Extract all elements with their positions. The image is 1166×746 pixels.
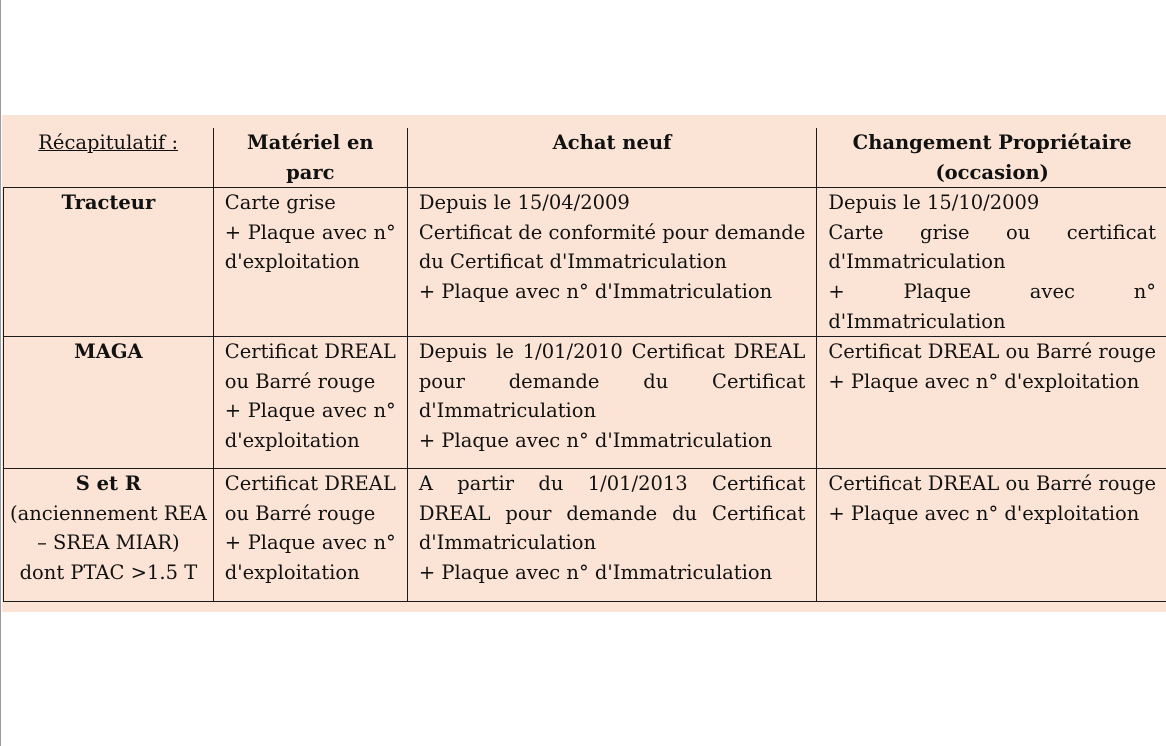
cell-line-justified	[419, 367, 806, 397]
cell-line: Depuis le 15/04/2009	[418, 191, 630, 215]
word: Depuis	[418, 340, 488, 364]
materiel-cell	[213, 469, 407, 602]
header-changement-label: Changement Propriétaire	[852, 131, 1132, 154]
word: avec	[1029, 279, 1075, 303]
word: partir	[457, 472, 515, 496]
cell-line: d'exploitation	[224, 560, 360, 584]
cell-line: Certificat DREAL ou Barré rouge	[828, 340, 1157, 364]
word: Plaque	[247, 531, 316, 555]
achat-neuf-cell	[407, 188, 817, 337]
word: grise	[919, 220, 970, 244]
row-title: MAGA	[74, 340, 143, 364]
cell-line: Depuis le 15/10/2009	[828, 191, 1040, 215]
word: n°	[373, 531, 396, 555]
materiel-cell	[213, 337, 407, 469]
header-changement-sub: (occasion)	[935, 160, 1049, 184]
cell-line: Certificat DREAL ou Barré rouge	[828, 472, 1157, 496]
word: Plaque	[247, 399, 316, 423]
cell-line: ou Barré rouge	[224, 501, 376, 525]
cell-line: d'Immatriculation	[418, 399, 597, 423]
corner-cell	[4, 128, 214, 188]
table-row	[4, 188, 1166, 337]
word: avec	[321, 220, 367, 244]
page-left-border	[0, 0, 1, 746]
word: +	[828, 279, 845, 303]
row-title-cell	[4, 469, 214, 602]
word: 1/01/2013	[587, 472, 688, 496]
cell-line-justified	[419, 499, 806, 529]
occasion-cell	[817, 337, 1166, 469]
cell-line-justified	[419, 337, 806, 367]
header-achat-neuf	[407, 128, 817, 188]
cell-line: Carte grise	[224, 191, 336, 215]
cell-line: + Plaque avec n° d'exploitation	[828, 369, 1140, 393]
cell-line: d'exploitation	[224, 428, 360, 452]
row-title-cell	[4, 188, 214, 337]
row-title: S et R	[75, 472, 142, 496]
row-title-cell	[4, 337, 214, 469]
cell-line-justified	[225, 218, 396, 248]
word: avec	[321, 531, 367, 555]
word: certificat	[1066, 220, 1156, 244]
row-subtitle: (anciennement REA	[10, 501, 207, 525]
cell-line: + Plaque avec n° d'Immatriculation	[418, 428, 773, 452]
cell-line: ou Barré rouge	[224, 369, 376, 393]
occasion-cell	[817, 469, 1166, 602]
word: +	[224, 220, 242, 244]
word: le	[496, 340, 514, 364]
word: n°	[373, 220, 396, 244]
word: Plaque	[247, 220, 316, 244]
cell-line-justified	[225, 396, 396, 426]
recap-label: Récapitulatif :	[38, 131, 179, 154]
table-row	[4, 469, 1166, 602]
header-materiel	[213, 128, 407, 188]
header-achat-neuf-label: Achat neuf	[552, 131, 672, 154]
cell-line: d'Immatriculation	[828, 250, 1006, 274]
word: demande	[566, 501, 658, 525]
word: DREAL	[733, 340, 806, 364]
row-title: Tracteur	[61, 191, 156, 215]
word: pour	[418, 369, 465, 393]
cell-line: d'Immatriculation	[418, 531, 597, 555]
word: Certificat	[712, 501, 806, 525]
cell-line-justified	[419, 469, 806, 499]
cell-line: Certificat de conformité pour demande	[418, 220, 806, 244]
word: 1/01/2010	[522, 340, 623, 364]
cell-line: d'Immatriculation	[828, 309, 1006, 333]
word: ou	[1006, 220, 1031, 244]
word: +	[224, 531, 242, 555]
achat-neuf-cell	[407, 337, 817, 469]
cell-line: + Plaque avec n° d'exploitation	[828, 501, 1140, 525]
header-materiel-label: Matériel en parc	[247, 131, 374, 184]
row-subtitle: dont PTAC >1.5 T	[19, 560, 198, 584]
word: n°	[373, 399, 396, 423]
materiel-cell	[213, 188, 407, 337]
word: DREAL	[418, 501, 491, 525]
header-changement	[817, 128, 1166, 188]
word: n°	[1133, 279, 1156, 303]
row-subtitle: – SREA MIAR)	[37, 531, 180, 555]
word: Certificat	[631, 340, 725, 364]
word: Carte	[828, 220, 884, 244]
cell-line: + Plaque avec n° d'Immatriculation	[418, 279, 773, 303]
cell-line-justified	[828, 218, 1156, 248]
word: A	[418, 472, 433, 496]
achat-neuf-cell	[407, 469, 817, 602]
cell-line: + Plaque avec n° d'Immatriculation	[418, 560, 773, 584]
word: pour	[505, 501, 552, 525]
word: +	[224, 399, 242, 423]
word: demande	[508, 369, 600, 393]
recap-table	[3, 128, 1166, 602]
cell-line: Certificat DREAL	[224, 340, 396, 364]
word: du	[538, 472, 564, 496]
cell-line: d'exploitation	[224, 250, 360, 274]
table-header-row	[4, 128, 1166, 188]
word: du	[643, 369, 669, 393]
occasion-cell	[817, 188, 1166, 337]
word: Plaque	[903, 279, 972, 303]
word: du	[672, 501, 698, 525]
cell-line: du Certificat d'Immatriculation	[418, 250, 727, 274]
cell-line: Certificat DREAL	[224, 472, 396, 496]
cell-line-justified	[828, 277, 1156, 307]
word: avec	[321, 399, 367, 423]
table-row	[4, 337, 1166, 469]
word: Certificat	[712, 369, 806, 393]
cell-line-justified	[225, 528, 396, 558]
word: Certificat	[712, 472, 806, 496]
